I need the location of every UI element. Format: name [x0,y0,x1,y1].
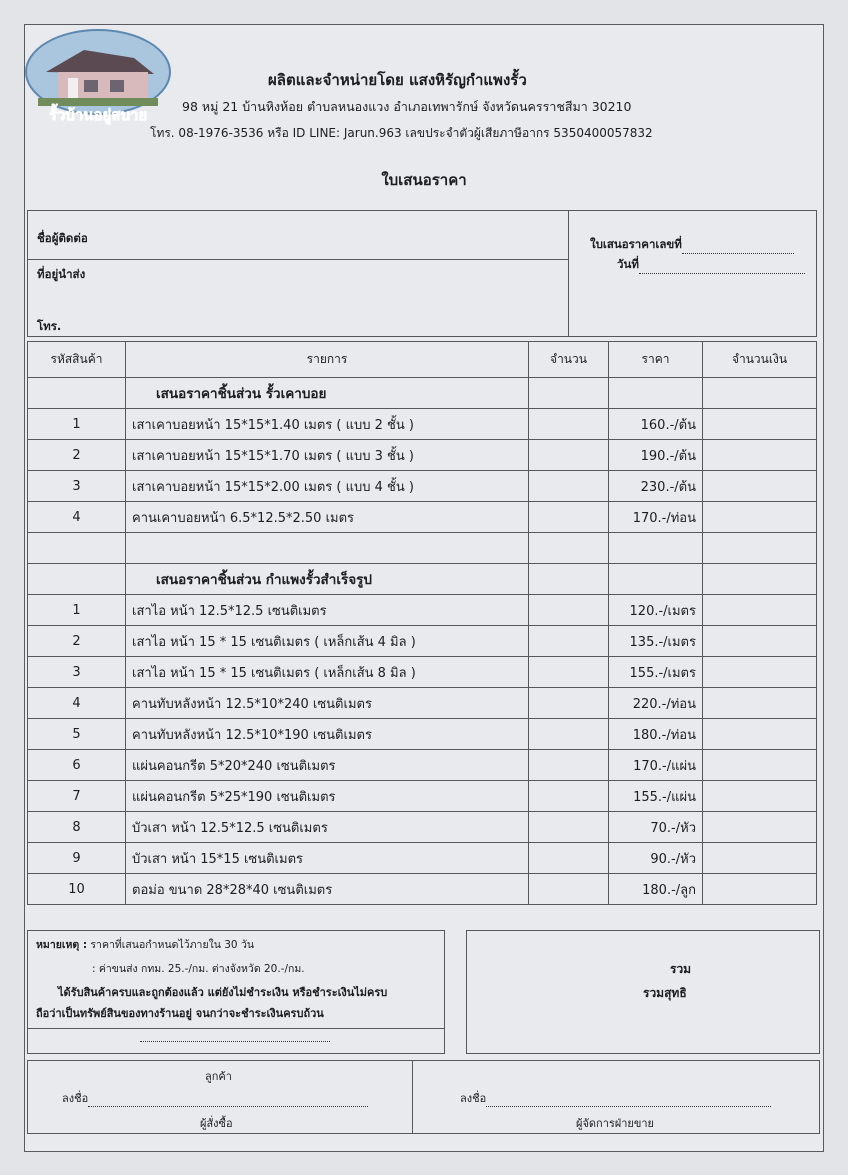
date-field [617,256,805,274]
remark-text: ราคาที่เสนอกำหนดไว้ภายใน 30 วัน [90,939,255,951]
quote-number-field [590,236,794,254]
item-price: 120.-/เมตร [609,595,703,626]
notes-divider [27,1028,445,1029]
item-code: 3 [28,471,126,502]
item-description: บัวเสา หน้า 15*15 เซนติเมตร [126,843,529,874]
items-table [27,341,817,905]
date-label: วันที่ [617,257,639,271]
item-price: 160.-/ต้น [609,409,703,440]
item-description: แผ่นคอนกรีต 5*20*240 เซนติเมตร [126,750,529,781]
item-description: คานเคาบอยหน้า 6.5*12.5*2.50 เมตร [126,502,529,533]
header-amount: จำนวนเงิน [703,342,817,378]
item-price: 190.-/ต้น [609,440,703,471]
customer-sign-field [62,1089,368,1107]
item-code: 3 [28,657,126,688]
table-row [28,409,817,440]
item-code: 10 [28,874,126,905]
item-description: ตอม่อ ขนาด 28*28*40 เซนติเมตร [126,874,529,905]
customer-info-divider [568,210,569,337]
item-code: 5 [28,719,126,750]
item-code: 2 [28,440,126,471]
item-description: คานทับหลังหน้า 12.5*10*190 เซนติเมตร [126,719,529,750]
section-title-row [28,378,817,409]
item-code: 2 [28,626,126,657]
table-row [28,657,817,688]
table-header-row [28,342,817,378]
contact-name-label: ชื่อผู้ติดต่อ [37,231,88,245]
item-price: 180.-/ลูก [609,874,703,905]
shop-address: 98 หมู่ 21 บ้านหิงห้อย ตำบลหนองแวง อำเภอเทพารักษ์ จังหวัดนครราชสีมา 30210 [182,99,632,114]
item-price: 220.-/ท่อน [609,688,703,719]
item-price: 230.-/ต้น [609,471,703,502]
section-title-row [28,564,817,595]
empty-row [28,533,817,564]
item-description: เสาไอ หน้า 15 * 15 เซนติเมตร ( เหล็กเส้น 8 มิล ) [126,657,529,688]
item-price: 90.-/หัว [609,843,703,874]
item-code: 1 [28,595,126,626]
item-description: เสาไอ หน้า 15 * 15 เซนติเมตร ( เหล็กเส้น 4 มิล ) [126,626,529,657]
receipt-note-line1: ได้รับสินค้าครบและถูกต้องแล้ว แต่ยังไม่ชำระเงิน หรือชำระเงินไม่ครบ [58,986,388,999]
table-row [28,874,817,905]
manager-sign-label: ลงชื่อ [460,1092,487,1105]
table-row [28,595,817,626]
table-row [28,688,817,719]
buyer-label: ผู้สั่งซื้อ [200,1117,233,1130]
item-code: 9 [28,843,126,874]
customer-title: ลูกค้า [205,1070,232,1083]
header-quantity: จำนวน [529,342,609,378]
item-code: 6 [28,750,126,781]
item-description: เสาไอ หน้า 12.5*12.5 เซนติเมตร [126,595,529,626]
header-code: รหัสสินค้า [28,342,126,378]
contact-row-divider [27,259,569,260]
item-description: เสาเคาบอยหน้า 15*15*1.40 เมตร ( แบบ 2 ชั้น ) [126,409,529,440]
table-row [28,471,817,502]
item-price: 180.-/ท่อน [609,719,703,750]
manager-sign-field [460,1089,771,1107]
total-label: รวม [670,962,692,976]
house-logo-icon [24,28,172,126]
item-price: 155.-/แผ่น [609,781,703,812]
item-code: 4 [28,502,126,533]
net-total-label: รวมสุทธิ [643,986,687,1000]
table-row [28,812,817,843]
table-row [28,440,817,471]
remark-line [36,936,254,953]
section2-title: เสนอราคาชิ้นส่วน กำแพงรั้วสำเร็จรูป [126,564,529,595]
item-code: 8 [28,812,126,843]
item-code: 1 [28,409,126,440]
sales-manager-label: ผู้จัดการฝ่ายขาย [576,1117,654,1130]
item-description: คานทับหลังหน้า 12.5*10*240 เซนติเมตร [126,688,529,719]
item-price: 135.-/เมตร [609,626,703,657]
table-row [28,750,817,781]
notes-signature-line [140,1030,330,1042]
table-row [28,843,817,874]
quote-number-label: ใบเสนอราคาเลขที่ [590,237,682,251]
header-item: รายการ [126,342,529,378]
table-row [28,626,817,657]
item-price: 70.-/หัว [609,812,703,843]
delivery-address-label: ที่อยู่นำส่ง [37,267,86,281]
item-price: 155.-/เมตร [609,657,703,688]
item-code: 4 [28,688,126,719]
item-price: 170.-/แผ่น [609,750,703,781]
shop-contact: โทร. 08-1976-3536 หรือ ID LINE: Jarun.963 เลขประจำตัวผู้เสียภาษีอากร 5350400057832 [150,126,653,140]
item-description: เสาเคาบอยหน้า 15*15*2.00 เมตร ( แบบ 4 ชั้น ) [126,471,529,502]
header-price: ราคา [609,342,703,378]
table-row [28,502,817,533]
table-row [28,781,817,812]
item-description: เสาเคาบอยหน้า 15*15*1.70 เมตร ( แบบ 3 ชั้น ) [126,440,529,471]
document-title: ใบเสนอราคา [381,171,467,189]
phone-label: โทร. [37,319,62,333]
remark-label: หมายเหตุ : [36,939,88,951]
logo-text: รั้วบ้านอยู่สบาย [48,107,148,124]
shipping-note: : ค่าขนส่ง กทม. 25.-/กม. ต่างจังหวัด 20.-/กม. [92,963,305,975]
table-row [28,719,817,750]
item-code: 7 [28,781,126,812]
receipt-note-line2: ถือว่าเป็นทรัพย์สินของทางร้านอยู่ จนกว่าจะชำระเงินครบถ้วน [36,1007,324,1020]
customer-sign-label: ลงชื่อ [62,1092,89,1105]
item-price: 170.-/ท่อน [609,502,703,533]
item-description: แผ่นคอนกรีต 5*25*190 เซนติเมตร [126,781,529,812]
shop-title: ผลิตและจำหน่ายโดย แสงหิรัญกำแพงรั้ว [268,71,527,89]
item-description: บัวเสา หน้า 12.5*12.5 เซนติเมตร [126,812,529,843]
section1-title: เสนอราคาชิ้นส่วน รั้วเคาบอย [126,378,529,409]
